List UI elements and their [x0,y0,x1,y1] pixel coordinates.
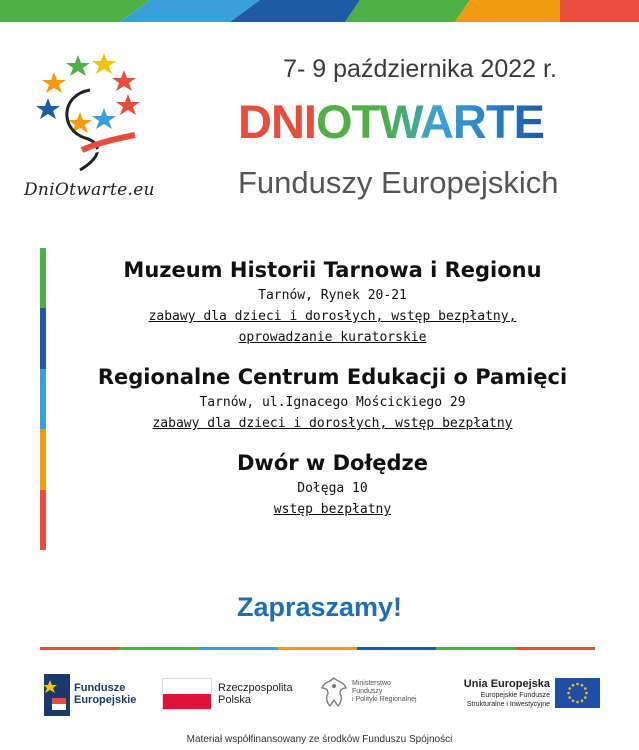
venue-name: Dwór w Dołędze [236,451,429,475]
venue-address: Dołęga 10 [297,481,368,496]
event-date: 7- 9 października 2022 r. [283,55,557,83]
eagle-icon [320,676,348,708]
ministry-logo [320,670,440,720]
subtitle: Funduszy Europejskich [238,165,559,200]
rp-line1: Rzeczpospolita [218,682,293,694]
cofinancing-note: Materiał współfinansowany ze środków Funduszu Spójności [186,734,453,745]
headline-word-1: DNI [238,95,316,148]
rzeczpospolita-logo [162,670,302,720]
eu-title: Unia Europejska [463,678,550,690]
headline [238,95,544,148]
rp-line2: Polska [218,694,252,706]
venue-details: zabawy dla dzieci i dorosłych, wstęp bezpłatny [152,416,513,431]
ministry-line2: Funduszy [352,688,383,695]
ministry-line1: Ministerstwo [352,680,391,687]
eu-line2: Strukturalne i Inwestycyjne [466,701,550,708]
venue-item [55,448,610,520]
fe-line2: Europejskie [74,694,137,706]
headline-word-2: OTWARTE [315,95,544,148]
unia-europejska-logo [425,670,605,720]
venue-name: Regionalne Centrum Edukacji o Pamięci [97,365,568,389]
eu-line1: Europejskie Fundusze [480,692,550,699]
venue-details: oprowadzanie kuratorskie [238,330,427,345]
venue-address: Tarnów, ul.Ignacego Mościckiego 29 [199,395,466,410]
star-icon [36,53,140,133]
footer-color-rule [40,647,595,650]
venue-details: zabawy dla dzieci i dorosłych, wstęp bezpłatny, [148,309,517,324]
venue-name: Muzeum Historii Tarnowa i Regionu [123,258,542,282]
invitation-text: Zapraszamy! [236,592,403,622]
fe-icon [44,674,70,716]
polish-flag-icon [162,678,212,710]
top-color-band [0,0,639,22]
side-color-bar [40,248,46,550]
logo-wordmark: DniOtwarte.eu [24,180,155,200]
fundusze-europejskie-logo [44,670,154,720]
venue-details: wstęp bezpłatny [273,502,392,517]
eu-flag-icon [555,678,600,708]
fe-line1: Fundusze [74,682,126,694]
venue-list [55,255,610,534]
venue-item [55,362,610,434]
partner-logos [40,670,600,720]
ministry-line3: i Polityki Regionalnej [352,696,417,703]
venue-item [55,255,610,348]
venue-address: Tarnów, Rynek 20-21 [258,288,407,303]
